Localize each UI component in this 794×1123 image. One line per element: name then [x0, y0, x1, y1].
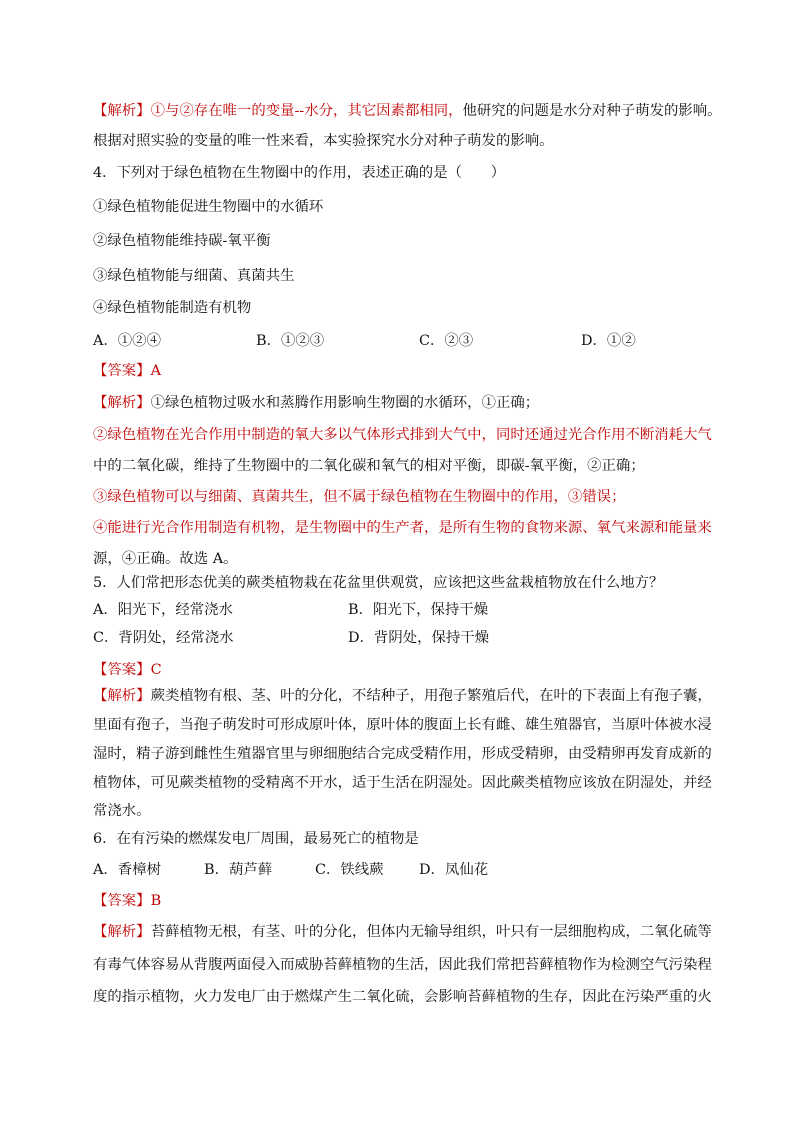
q6-stem: 6．在有污染的燃煤发电厂周围，最易死亡的植物是 — [93, 831, 419, 847]
q4-analysis-line1 — [93, 393, 539, 413]
analysis-tag: 【解析】 — [93, 924, 151, 940]
analysis-text-red: ①与②存在唯一的变量--水分，其它因素都相同， — [150, 103, 463, 119]
q4-stem: 4．下列对于绿色植物在生物圈中的作用，表述正确的是（ ） — [93, 165, 506, 181]
q5-analysis-line4: 植物体，可见蕨类植物的受精离不开水，适于生活在阴湿处。因此蕨类植物应该放在阴湿处，并经 — [93, 775, 712, 791]
analysis-tag: 【解析】 — [93, 395, 151, 411]
answer-tag: 【答案】 — [93, 662, 151, 678]
answer-tag: 【答案】 — [93, 363, 151, 379]
q5-option-d: D．背阴处，保持干燥 — [348, 630, 490, 646]
q4-analysis-line4: ③绿色植物可以与细菌、真菌共生，但不属于绿色植物在生物圈中的作用，③错误； — [93, 489, 626, 505]
q4-answer — [93, 361, 161, 381]
q3-analysis-line1 — [93, 101, 722, 121]
q6-analysis-line2: 有毒气体容易从背腹两面侵入而威胁苔藓植物的生活，因此我们常把苔藓植物作为检测空气污染程 — [93, 957, 712, 973]
q6-option-c: C．铁线蕨 — [315, 862, 384, 878]
q5-answer — [93, 660, 162, 680]
q4-item-1: ①绿色植物能促进生物圈中的水循环 — [93, 199, 324, 215]
q6-option-b: B．葫芦藓 — [204, 862, 273, 878]
q5-analysis-line3: 湿时，精子游到雌性生殖器官里与卵细胞结合完成受精作用，形成受精卵，由受精卵再发育成新的 — [93, 746, 712, 762]
q4-option-d: D．①② — [581, 333, 636, 349]
q5-option-c: C．背阴处，经常浇水 — [93, 630, 234, 646]
answer-value: C — [150, 662, 162, 678]
analysis-text-black: 他研究的问题是水分对种子萌发的影响。 — [462, 103, 722, 119]
analysis-text: ①绿色植物过吸水和蒸腾作用影响生物圈的水循环，①正确； — [150, 395, 540, 411]
answer-tag: 【答案】 — [93, 893, 151, 909]
q3-analysis-line2: 根据对照实验的变量的唯一性来看，本实验探究水分对种子萌发的影响。 — [93, 133, 554, 149]
q6-analysis-line1 — [93, 922, 712, 942]
q4-item-4: ④绿色植物能制造有机物 — [93, 300, 252, 316]
answer-value: B — [150, 893, 162, 909]
q4-analysis-line5: ④能进行光合作用制造有机物，是生物圈中的生产者，是所有生物的食物来源、氧气来源和能量来 — [93, 520, 712, 536]
q4-analysis-line3: 中的二氧化碳，维持了生物圈中的二氧化碳和氧气的相对平衡，即碳-氧平衡，②正确； — [93, 458, 645, 474]
q4-analysis-line6: 源，④正确。故选 A。 — [93, 551, 238, 567]
q4-option-c: C．②③ — [419, 333, 474, 349]
q6-option-a: A．香樟树 — [93, 862, 161, 878]
q6-analysis-line3: 度的指示植物，火力发电厂由于燃煤产生二氧化硫，会影响苔藓植物的生存，因此在污染严重的火 — [93, 989, 712, 1005]
q4-item-3: ③绿色植物能与细菌、真菌共生 — [93, 268, 295, 284]
analysis-text: 苔藓植物无根，有茎、叶的分化，但体内无输导组织，叶只有一层细胞构成，二氧化硫等 — [150, 924, 712, 940]
q6-option-d: D．凤仙花 — [419, 862, 489, 878]
q5-stem: 5．人们常把形态优美的蕨类植物栽在花盆里供观赏，应该把这些盆栽植物放在什么地方？ — [93, 575, 664, 591]
q5-option-b: B．阳光下，保持干燥 — [348, 602, 489, 618]
analysis-tag: 【解析】 — [93, 103, 151, 119]
q6-answer — [93, 891, 161, 911]
q5-option-a: A．阳光下，经常浇水 — [93, 602, 233, 618]
analysis-text: 蕨类植物有根、茎、叶的分化，不结种子，用孢子繁殖后代，在叶的下表面上有孢子囊， — [150, 688, 712, 704]
q5-analysis-line5: 常浇水。 — [93, 803, 151, 819]
answer-value: A — [150, 363, 161, 379]
analysis-tag: 【解析】 — [93, 688, 151, 704]
q5-analysis-line2: 里面有孢子，当孢子萌发时可形成原叶体，原叶体的腹面上长有雌、雄生殖器官，当原叶体被水浸 — [93, 717, 712, 733]
q4-option-b: B．①②③ — [256, 333, 325, 349]
q4-option-a: A．①②④ — [93, 333, 161, 349]
q4-analysis-line2: ②绿色植物在光合作用中制造的氧大多以气体形式排到大气中，同时还通过光合作用不断消耗大气 — [93, 427, 712, 443]
q5-analysis-line1 — [93, 686, 712, 706]
q4-item-2: ②绿色植物能维持碳-氧平衡 — [93, 233, 271, 249]
